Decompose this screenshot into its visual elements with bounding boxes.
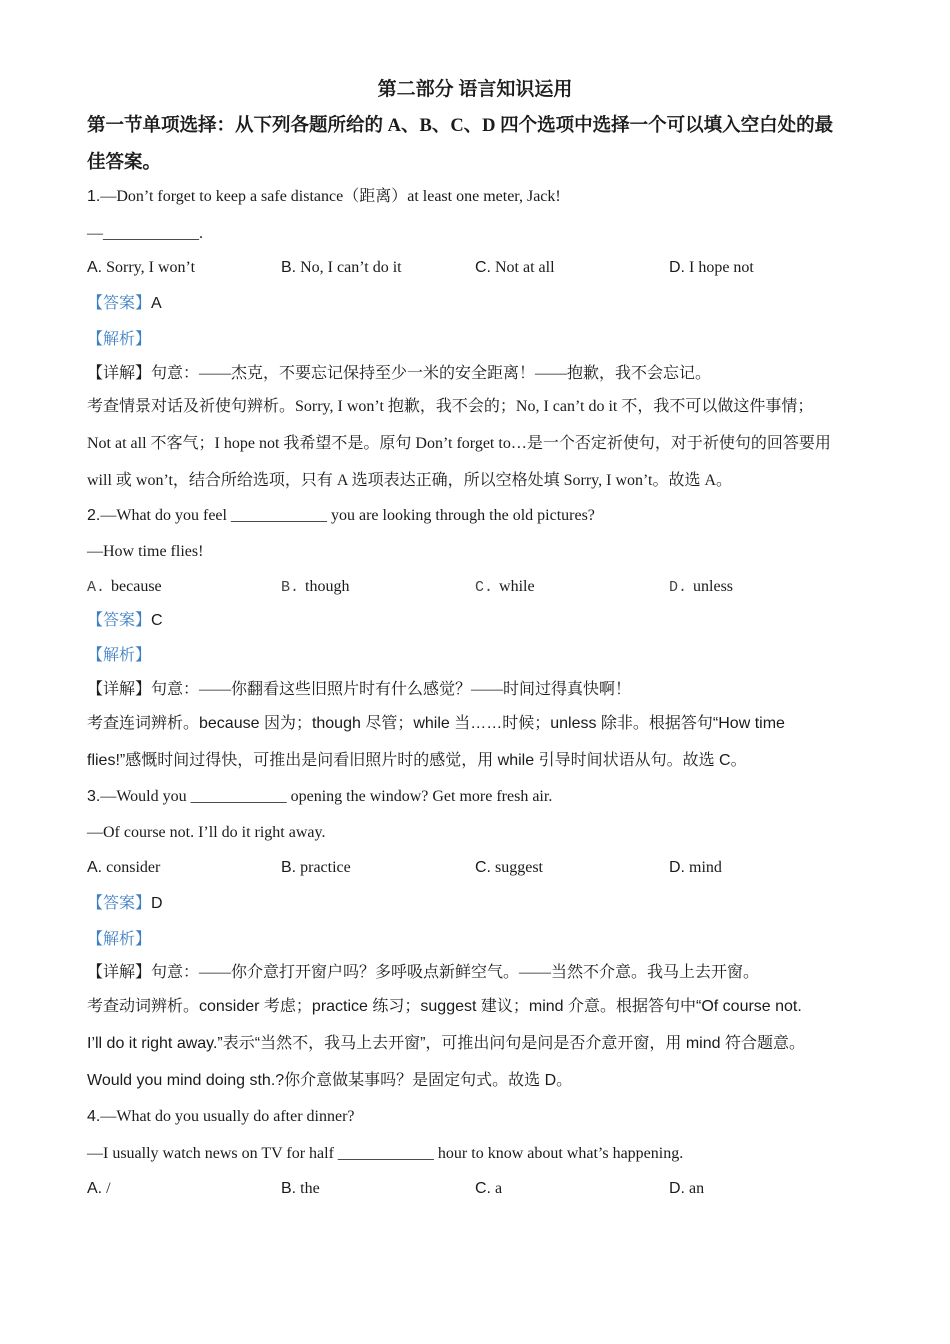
answer-label: 【答案】 [87, 895, 152, 912]
question-1-options [87, 257, 863, 279]
option-letter: C. [475, 259, 491, 276]
option-text: a [495, 1180, 503, 1197]
option-text: because [111, 578, 162, 595]
question-stem-text: —Would you ____________ opening the window? Get more fresh air. [100, 788, 553, 805]
option-letter: D. [669, 1180, 685, 1197]
option-b [281, 576, 475, 598]
option-d [669, 1178, 863, 1200]
option-text: an [689, 1180, 705, 1197]
question-3-explanation-line-2: I’ll do it right away.”表示“当然不，我马上去开窗”，可推出问句是问是否介意开窗，用 mind 符合题意。 [87, 1035, 805, 1052]
option-b [281, 1178, 475, 1200]
question-1-explanation-line-1: 考查情景对话及祈使句辨析。Sorry, I won’t 抱歉，我不会的；No, I can’t do it 不，我不可以做这件事情； [87, 398, 814, 415]
question-stem-text: —What do you usually do after dinner? [100, 1108, 355, 1125]
question-stem-text: —What do you feel ____________ you are looking through the old pictures? [100, 507, 595, 524]
question-2-response: —How time flies! [87, 543, 204, 560]
option-text: consider [106, 859, 161, 876]
detail-text: 句意：——杰克，不要忘记保持至少一米的安全距离！——抱歉，我不会忘记。 [151, 365, 712, 382]
question-3-explanation-line-1: 考查动词辨析。consider 考虑；practice 练习；suggest 建议；mind 介意。根据答句中“Of course not. [87, 998, 802, 1015]
option-text: while [499, 578, 535, 595]
option-letter: C. [475, 1180, 491, 1197]
option-text: the [300, 1180, 320, 1197]
option-d [669, 257, 863, 279]
question-2-explanation-line-1: 考查连词辨析。because 因为；though 尽管；while 当……时候；unless 除非。根据答句“How time [87, 715, 785, 732]
option-text: practice [300, 859, 351, 876]
option-letter: B. [281, 859, 297, 876]
question-3-answer [87, 893, 163, 915]
answer-value: A [151, 295, 162, 312]
option-text: unless [693, 578, 734, 595]
detail-label: 【详解】 [87, 365, 152, 382]
section-heading-line-1: 第一节单项选择：从下列各题所给的 A、B、C、D 四个选项中选择一个可以填入空白处的最 [87, 116, 834, 136]
option-letter: B. [281, 259, 297, 276]
option-text: No, I can’t do it [300, 259, 402, 276]
option-letter: C. [475, 579, 494, 596]
question-number: 3. [87, 788, 101, 805]
question-2-options [87, 576, 863, 598]
question-3-stem [87, 786, 552, 808]
option-b [281, 857, 475, 879]
detail-label: 【详解】 [87, 681, 152, 698]
question-3-analysis-label: 【解析】 [87, 931, 152, 948]
answer-value: C [151, 612, 163, 629]
question-2-analysis-label: 【解析】 [87, 647, 152, 664]
question-3-explanation-line-3: Would you mind doing sth.?你介意做某事吗？是固定句式。故选 D。 [87, 1072, 573, 1089]
option-text: / [106, 1180, 111, 1197]
option-a [87, 1178, 281, 1200]
option-letter: A. [87, 859, 103, 876]
option-text: I hope not [689, 259, 754, 276]
option-a [87, 576, 281, 598]
page-title: 第二部分 语言知识运用 [377, 79, 573, 100]
option-letter: D. [669, 259, 685, 276]
option-letter: D. [669, 579, 688, 596]
question-1-answer [87, 293, 162, 315]
option-a [87, 857, 281, 879]
question-3-detail [87, 962, 759, 984]
option-c [475, 857, 669, 879]
option-c [475, 257, 669, 279]
question-4-response: —I usually watch news on TV for half ____________ hour to know about what’s happening. [87, 1145, 684, 1162]
option-text: Not at all [495, 259, 555, 276]
option-text: though [305, 578, 350, 595]
question-4-stem [87, 1106, 355, 1128]
question-2-answer [87, 610, 163, 632]
option-letter: B. [281, 579, 300, 596]
option-d [669, 576, 863, 598]
option-letter: A. [87, 579, 106, 596]
question-3-response: —Of course not. I’ll do it right away. [87, 824, 326, 841]
section-heading-line-2: 佳答案。 [87, 153, 162, 173]
detail-text: 句意：——你介意打开窗户吗？多呼吸点新鲜空气。——当然不介意。我马上去开窗。 [151, 964, 760, 981]
detail-label: 【详解】 [87, 964, 152, 981]
question-2-explanation-line-2: flies!”感慨时间过得快，可推出是问看旧照片时的感觉，用 while 引导时间状语从句。故选 C。 [87, 752, 747, 769]
question-1-detail [87, 363, 711, 385]
answer-label: 【答案】 [87, 612, 152, 629]
option-letter: C. [475, 859, 491, 876]
question-2-stem [87, 505, 595, 527]
question-stem-text: —Don’t forget to keep a safe distance（距离）at least one meter, Jack! [100, 188, 561, 205]
option-text: mind [689, 859, 722, 876]
option-letter: A. [87, 259, 103, 276]
option-letter: B. [281, 1180, 297, 1197]
option-letter: A. [87, 1180, 103, 1197]
option-c [475, 576, 669, 598]
question-2-detail [87, 679, 631, 701]
question-number: 1. [87, 188, 101, 205]
question-1-explanation-line-2: Not at all 不客气；I hope not 我希望不是。原句 Don’t forget to…是一个否定祈使句，对于祈使句的回答要用 [87, 435, 831, 452]
question-1-response: —____________. [87, 225, 203, 242]
option-d [669, 857, 863, 879]
answer-value: D [151, 895, 163, 912]
question-1-analysis-label: 【解析】 [87, 331, 152, 348]
option-b [281, 257, 475, 279]
answer-label: 【答案】 [87, 295, 152, 312]
option-text: Sorry, I won’t [106, 259, 196, 276]
question-number: 2. [87, 507, 101, 524]
question-1-stem [87, 186, 561, 208]
option-text: suggest [495, 859, 543, 876]
detail-text: 句意：——你翻看这些旧照片时有什么感觉？——时间过得真快啊！ [151, 681, 632, 698]
option-a [87, 257, 281, 279]
question-1-explanation-line-3: will 或 won’t，结合所给选项，只有 A 选项表达正确，所以空格处填 Sorry, I won’t。故选 A。 [87, 472, 733, 489]
question-3-options [87, 857, 863, 879]
option-letter: D. [669, 859, 685, 876]
question-number: 4. [87, 1108, 101, 1125]
option-c [475, 1178, 669, 1200]
question-4-options [87, 1178, 863, 1200]
